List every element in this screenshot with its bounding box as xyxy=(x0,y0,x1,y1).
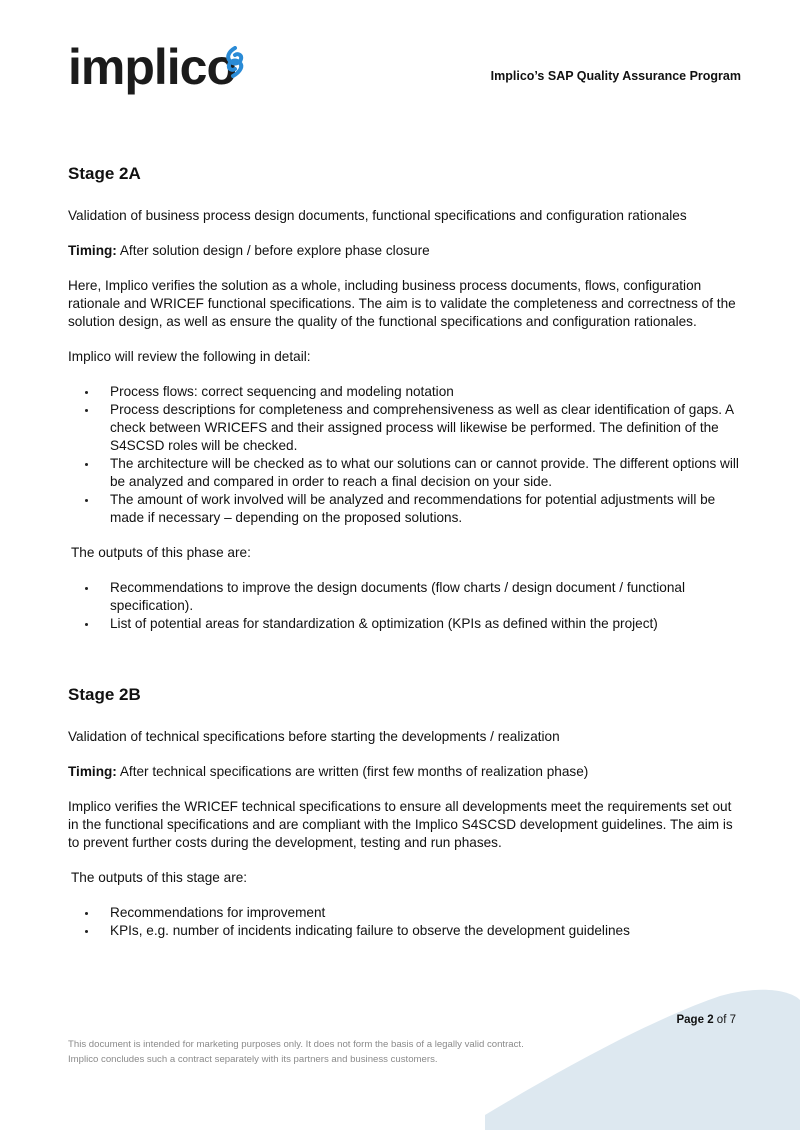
stage-2a-heading: Stage 2A xyxy=(68,164,141,183)
stage-2a-intro: Validation of business process design documents, functional specifications and configuration rationales xyxy=(68,208,687,223)
footer-line: Implico concludes such a contract separately with its partners and business customers. xyxy=(68,1054,438,1065)
stage-2a-outputs-intro: The outputs of this phase are: xyxy=(71,545,251,560)
timing-label: Timing: xyxy=(68,764,117,779)
page-number: Page 2 of 7 xyxy=(676,1014,736,1026)
list-item: Recommendations to improve the design documents (flow charts / design document / functional specification). xyxy=(68,579,740,615)
timing-text: After solution design / before explore phase closure xyxy=(116,243,430,258)
stage-2b-timing xyxy=(68,763,740,781)
stage-2b-outputs-intro: The outputs of this stage are: xyxy=(71,870,248,885)
bullet-icon xyxy=(85,391,88,394)
list-item: Recommendations for improvement xyxy=(68,904,740,922)
bullet-icon xyxy=(85,463,88,466)
document-header-title: Implico’s SAP Quality Assurance Program xyxy=(490,69,741,83)
stage-2a-review-intro: Implico will review the following in detail: xyxy=(68,349,311,364)
stage-2a-timing xyxy=(68,242,740,260)
document-body xyxy=(68,160,740,940)
timing-label: Timing: xyxy=(68,243,117,258)
bullet-icon xyxy=(85,912,88,915)
list-item: Process descriptions for completeness and comprehensiveness as well as clear identification of gaps. A check between WRICEFS and their assigned process will likewise be performed. The definition of the S4SCSD roles will be checked. xyxy=(68,401,740,455)
list-item: List of potential areas for standardization & optimization (KPIs as defined within the project) xyxy=(68,615,740,633)
stage-2b-outputs-list xyxy=(68,904,740,940)
list-item: KPIs, e.g. number of incidents indicating failure to observe the development guidelines xyxy=(68,922,740,940)
bullet-icon xyxy=(85,623,88,626)
stage-2b-intro: Validation of technical specifications before starting the developments / realization xyxy=(68,729,560,744)
logo-wordmark: implico xyxy=(68,39,237,95)
stage-2a-outputs-list xyxy=(68,579,740,633)
bullet-icon xyxy=(85,499,88,502)
footer-disclaimer xyxy=(68,1037,524,1067)
stage-2b-paragraph: Implico verifies the WRICEF technical specifications to ensure all developments meet the requirements set out in the functional specifications and are compliant with the Implico S4SCSD development guidelines. The aim is to prevent further costs during the development, testing and run phases. xyxy=(68,799,733,850)
stage-2a-paragraph: Here, Implico verifies the solution as a whole, including business process documents, flows, configuration rationale and WRICEF functional specifications. The aim is to validate the completeness and correctness of the solution design, as well as ensure the quality of the functional specifications and configuration rationales. xyxy=(68,278,736,329)
list-item: The amount of work involved will be analyzed and recommendations for potential adjustments will be made if necessary – depending on the proposed solutions. xyxy=(68,491,740,527)
stage-2a-review-list xyxy=(68,383,740,527)
stage-2b-heading: Stage 2B xyxy=(68,685,141,704)
bullet-icon xyxy=(85,409,88,412)
logo-swirl-icon xyxy=(220,46,250,80)
timing-text: After technical specifications are written (first few months of realization phase) xyxy=(116,764,589,779)
implico-logo xyxy=(68,39,237,95)
list-item: The architecture will be checked as to what our solutions can or cannot provide. The different options will be analyzed and compared in order to reach a final decision on your side. xyxy=(68,455,740,491)
bullet-icon xyxy=(85,930,88,933)
list-item: Process flows: correct sequencing and modeling notation xyxy=(68,383,740,401)
footer-line: This document is intended for marketing purposes only. It does not form the basis of a legally valid contract. xyxy=(68,1039,524,1050)
bullet-icon xyxy=(85,587,88,590)
